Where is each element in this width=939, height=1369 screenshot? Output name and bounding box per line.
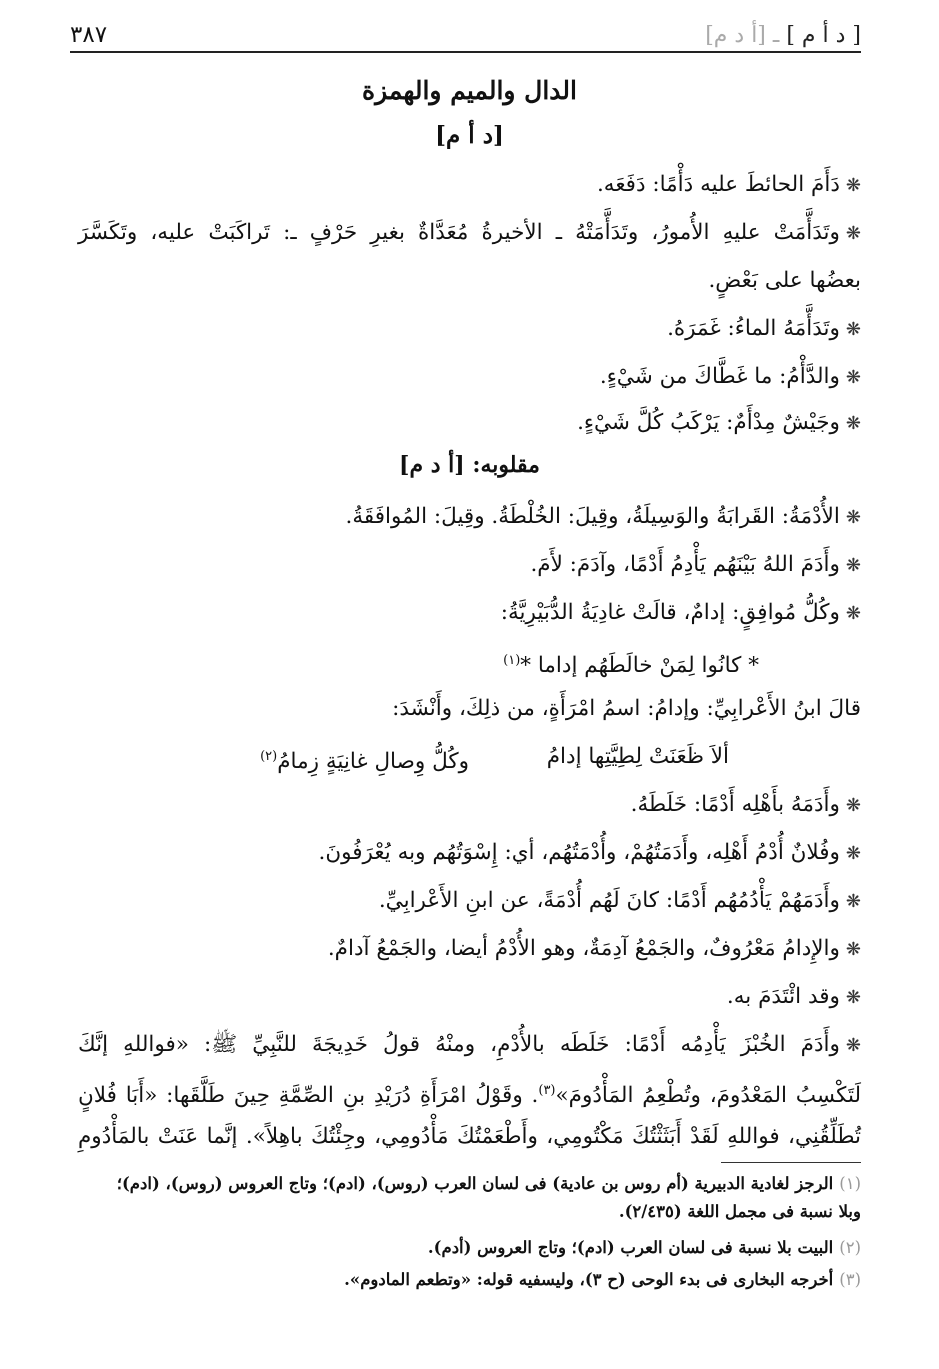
running-head [70, 14, 861, 53]
entry-line [78, 788, 861, 823]
entry-text: دَأَمَ الحائطَ عليه دَأْمًا: دَفَعَه. [596, 172, 840, 197]
verse-text: وكُلُّ وِصالِ غانِيَةٍ زِمامُ [277, 749, 469, 775]
footnote-continuation [78, 1198, 861, 1226]
asterisk-icon: ❋ [845, 843, 861, 864]
footnote [78, 1170, 861, 1198]
entry-line [78, 884, 861, 919]
entry-text: وأَدَمَ اللهُ بَيْنَهُم يَأْدِمُ أَدْمًا، وآدَمَ: لأَمَ. [530, 552, 840, 577]
verse-hemistich-second [260, 740, 469, 779]
page-number: ٣٨٧ [70, 22, 108, 48]
asterisk-icon: ❋ [845, 795, 861, 816]
entry-text: الأُدْمَةُ: القَرابَةُ والوَسِيلَةُ، وقِيلَ: الخُلْطَةُ. وقِيلَ: المُوافَقَةُ. [345, 504, 840, 529]
footnote-text: الرجز لغادية الدبيرية (أم روس بن عادية) فى لسان العرب (روس)، (ادم)؛ وتاج العروس (روس)، (ادم)؛ [116, 1174, 834, 1193]
running-head-root: [ د أ م ] [786, 23, 861, 48]
verse-line [78, 644, 759, 683]
footnote-text: وبلا نسبة فى مجمل اللغة (٢/٤٣٥). [618, 1202, 861, 1221]
entry-text: والإِدامُ مَعْرُوفٌ، والجَمْعُ آدِمَةٌ، وهو الأُدْمُ أيضا، والجَمْعُ آدامٌ. [327, 936, 840, 961]
asterisk-icon: ❋ [845, 367, 861, 388]
entry-line-continuation [78, 1074, 861, 1113]
asterisk-icon: ❋ [845, 891, 861, 912]
entry-line [78, 836, 861, 871]
entry-text: وقد ائْتَدَمَ به. [726, 984, 840, 1009]
entry-line [78, 168, 861, 203]
entry-line [78, 548, 861, 583]
asterisk-icon: ❋ [845, 939, 861, 960]
entry-line [78, 980, 861, 1015]
entry-line [78, 500, 861, 535]
entry-line [78, 312, 861, 347]
entry-text: وأَدَمَهُ بأَهْلِه أَدْمًا: خَلَطَهُ. [630, 792, 840, 817]
footnote-number: (١) [839, 1174, 861, 1193]
running-head-faint: ـ [أ د م] [705, 23, 780, 48]
asterisk-icon: ❋ [845, 223, 861, 244]
root-heading: [د أ م] [435, 122, 504, 149]
footnote-ref[interactable]: (٢) [260, 749, 278, 764]
footnote-number: (٣) [839, 1270, 861, 1289]
asterisk-icon: ❋ [845, 175, 861, 196]
entry-line [78, 216, 861, 251]
entry-text: لَتَكْسِبُ المَعْدُومَ، وتُطْعِمُ المَأْدُومَ» [555, 1083, 861, 1109]
entry-text: وتَدَأَّمَهُ الماءُ: غَمَرَهُ. [667, 316, 840, 341]
entry-line [78, 1028, 861, 1063]
footnote [78, 1266, 861, 1294]
entry-text: وأَدَمَهُمْ يَأْدُمُهُم أَدْمًا: كانَ لَهُم أُدْمَةً، عن ابنِ الأَعْرابِيِّ. [378, 888, 840, 913]
entry-text: وفُلانٌ أُدْمُ أَهْلِه، وأَدَمَتُهُمْ، وأُدْمَتُهُم، أي: إِسْوَتُهُم وبه يُعْرَفُونَ. [318, 840, 840, 865]
section-title: الدال والميم والهمزة [362, 76, 577, 105]
entry-line [78, 596, 861, 631]
footnote-ref[interactable]: (١) [503, 653, 521, 668]
entry-text: . وقَوْلُ امْرَأَةِ دُرَيْدِ بنِ الصِّمَّةِ حِينَ طَلَّقَها: «أَبَا فُلانٍ [78, 1083, 539, 1109]
entry-text: وجَيْشٌ مِدْأَمٌ: يَرْكَبُ كُلَّ شَيْءٍ. [577, 410, 840, 435]
asterisk-icon: ❋ [845, 555, 861, 576]
asterisk-icon: ❋ [845, 603, 861, 624]
asterisk-icon: ❋ [845, 1035, 861, 1056]
asterisk-icon: ❋ [845, 987, 861, 1008]
entry-text: وكُلُّ مُوافِقٍ: إدامٌ، قالَتْ غادِيَةُ الدُّبَيْرِيَّةُ: [500, 600, 840, 625]
entry-line [78, 932, 861, 967]
verse-hemistich-first: ألاَ ظَعَنَتْ لِطِيَّتِها إدامُ [546, 744, 729, 769]
footnote [78, 1234, 861, 1262]
entry-line [78, 360, 861, 395]
running-head-label [705, 23, 861, 48]
asterisk-icon: ❋ [845, 507, 861, 528]
footnote-number: (٢) [839, 1238, 861, 1257]
entry-text: والدَّأْمُ: ما غَطَّاكَ من شَيْءٍ. [599, 364, 840, 389]
entry-line-continuation: تُطَلِّقُنِي، فواللهِ لَقَدْ أَبَثَثْتُكَ مَكْتُومِي، وأَطْعَمْتُكَ مَأْدُومِي، وجِئْتُكَ باهِلاً». إنَّما عَنَتْ بالمَأْدُومِ [78, 1124, 861, 1149]
verse-text: * كانُوا لِمَنْ خالَطَهُم إداما * [520, 653, 759, 679]
sub-heading: مقلوبه: [أ د م] [399, 452, 540, 478]
entry-line [78, 406, 861, 441]
footnote-divider [721, 1162, 861, 1163]
asterisk-icon: ❋ [845, 319, 861, 340]
footnote-text: البيت بلا نسبة فى لسان العرب (ادم)؛ وتاج العروس (أدم). [427, 1238, 834, 1257]
entry-line: قالَ ابنُ الأَعْرابِيِّ: وإدامُ: اسمُ امْرَأَةٍ، من ذلِكَ، وأَنْشَدَ: [392, 696, 861, 721]
entry-text: وتَدَأَّمَتْ عليهِ الأُمورُ، وتَدَأَّمَتْهُ ـ الأخيرةُ مُعَدَّاةٌ بغيرِ حَرْفٍ ـ: تَراكَبَتْ عليه، وتَكَسَّرَ [78, 220, 840, 245]
entry-line-continuation: بعضُها على بَعْضٍ. [708, 268, 861, 293]
entry-text: وأَدَمَ الخُبْزَ يَأْدِمُه أَدْمًا: خَلَطَه بالأُدْمِ، ومنْهُ قولُ خَدِيجَةَ للنَّبِيِّ ﷺ: «فواللهِ إنَّكَ [78, 1032, 840, 1057]
footnote-ref[interactable]: (٣) [538, 1083, 556, 1098]
asterisk-icon: ❋ [845, 413, 861, 434]
footnote-text: أخرجه البخارى فى بدء الوحى (ح ٣)، وليسفيه قوله: «وتطعم المادوم». [344, 1270, 834, 1289]
